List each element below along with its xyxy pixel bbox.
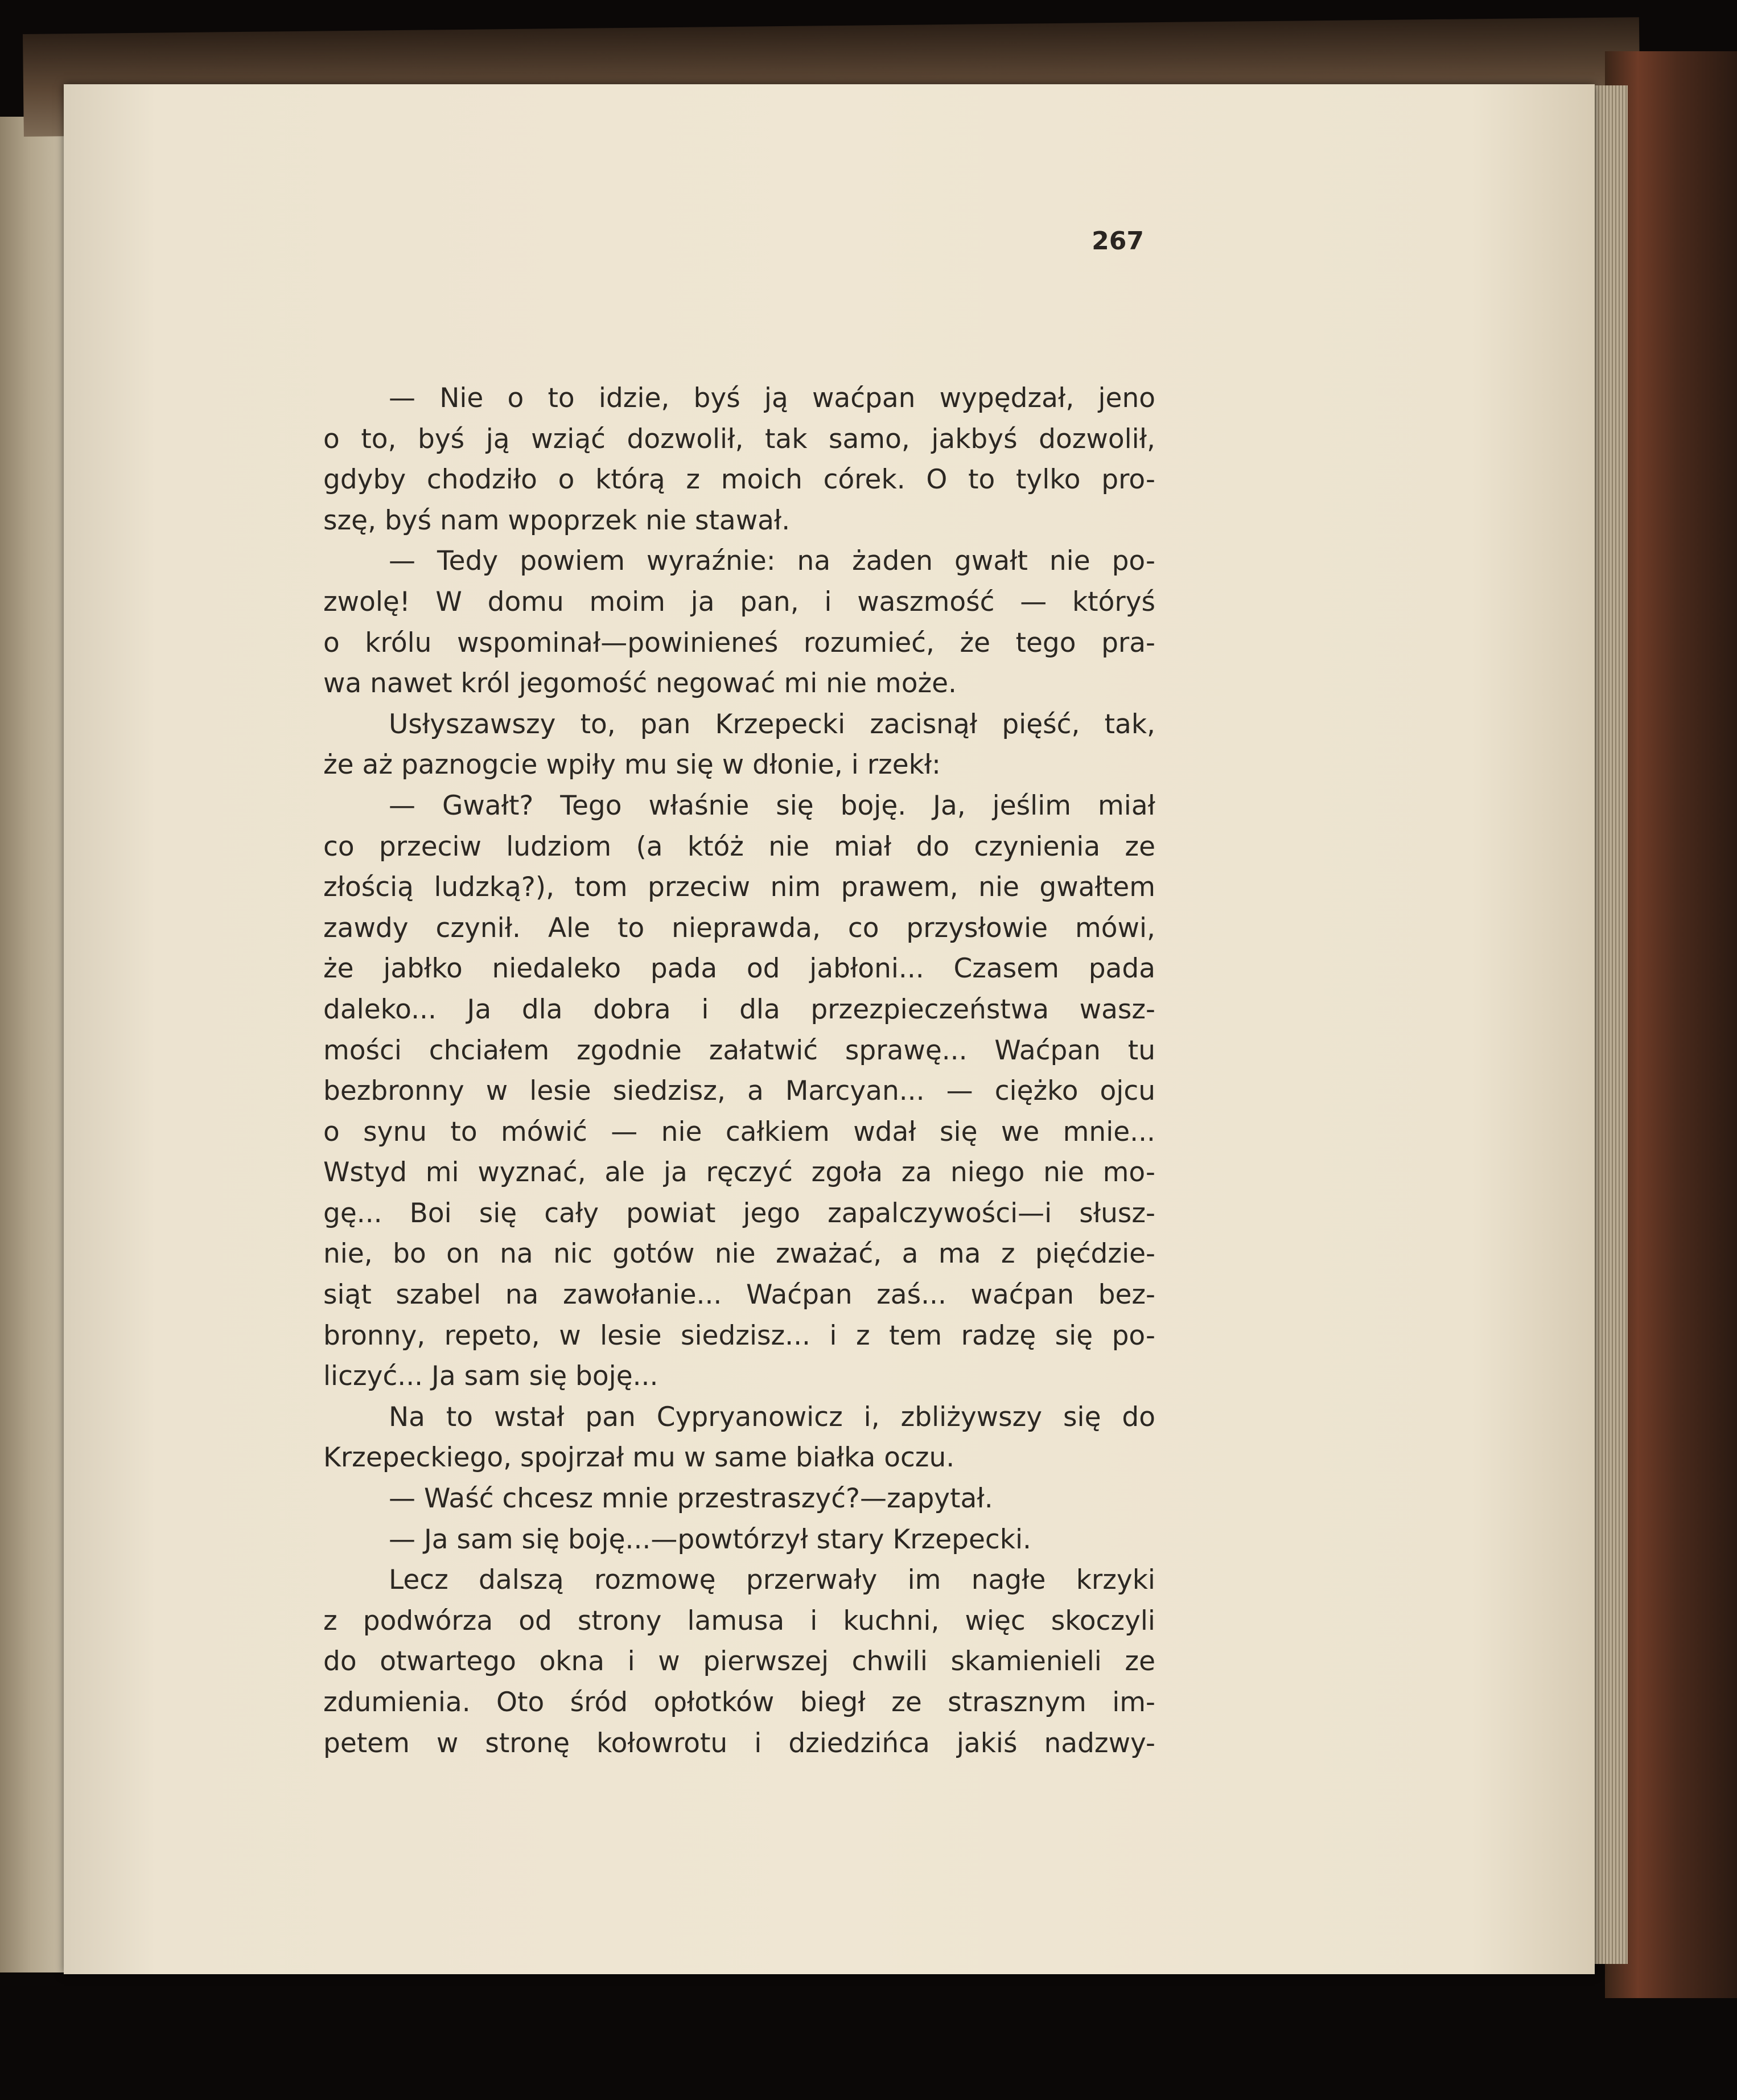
text-line: — Gwałt? Tego właśnie się boję. Ja, jeślim miał [389, 790, 1155, 821]
text-line: bezbronny w lesie siedzisz, a Marcyan... — ciężko ojcu [323, 1075, 1155, 1107]
text-line: że jabłko niedaleko pada od jabłoni... Czasem pada [323, 953, 1155, 985]
text-line: siąt szabel na zawołanie... Waćpan zaś... waćpan bez- [323, 1279, 1155, 1311]
text-line: wa nawet król jegomość negować mi nie może. [323, 668, 957, 700]
text-line: Usłyszawszy to, pan Krzepecki zacisnął pięść, tak, [389, 708, 1155, 740]
text-line: petem w stronę kołowrotu i dziedzińca jakiś nadzwy- [323, 1727, 1155, 1759]
text-line: gdyby chodziło o którą z moich córek. O to tylko pro- [323, 464, 1155, 496]
text-line: Lecz dalszą rozmowę przerwały im nagłe krzyki [389, 1564, 1155, 1596]
text-line: że aż paznogcie wpiły mu się w dłonie, i rzekł: [323, 749, 941, 781]
page-text [323, 378, 1155, 1764]
text-line: co przeciw ludziom (a któż nie miał do czynienia ze [323, 831, 1155, 862]
left-page-edge [0, 117, 68, 1972]
text-line: nie, bo on na nic gotów nie zważać, a ma z pięćdzie- [323, 1238, 1155, 1270]
text-line: Wstyd mi wyznać, ale ja ręczyć zgoła za niego nie mo- [323, 1157, 1155, 1189]
text-line: gę... Boi się cały powiat jego zapalczywości—i słusz- [323, 1197, 1155, 1229]
text-line: o to, byś ją wziąć dozwolił, tak samo, jakbyś dozwolił, [323, 423, 1155, 455]
text-line: zawdy czynił. Ale to nieprawda, co przysłowie mówi, [323, 912, 1155, 944]
text-line: — Nie o to idzie, byś ją waćpan wypędzał, jeno [389, 383, 1155, 414]
text-line: z podwórza od strony lamusa i kuchni, więc skoczyli [323, 1605, 1155, 1637]
text-line: — Tedy powiem wyraźnie: na żaden gwałt nie po- [389, 545, 1155, 577]
text-line: złością ludzką?), tom przeciw nim prawem, nie gwałtem [323, 872, 1155, 903]
text-line: — Waść chcesz mnie przestraszyć?—zapytał. [389, 1483, 993, 1515]
text-line: o królu wspominał—powinieneś rozumieć, że tego pra- [323, 627, 1155, 659]
text-line: o synu to mówić — nie całkiem wdał się we mnie... [323, 1116, 1155, 1148]
text-line: bronny, repeto, w lesie siedzisz... i z tem radzę się po- [323, 1320, 1155, 1351]
text-line: daleko... Ja dla dobra i dla przezpieczeństwa wasz- [323, 993, 1155, 1025]
text-line: do otwartego okna i w pierwszej chwili skamienieli ze [323, 1646, 1155, 1678]
text-line: Na to wstał pan Cypryanowicz i, zbliżywszy się do [389, 1401, 1155, 1433]
text-line: zwolę! W domu moim ja pan, i waszmość — któryś [323, 586, 1155, 618]
text-line: mości chciałem zgodnie załatwić sprawę... Waćpan tu [323, 1034, 1155, 1066]
text-line: liczyć... Ja sam się boję... [323, 1361, 658, 1392]
text-line: — Ja sam się boję...—powtórzył stary Krzepecki. [389, 1523, 1031, 1555]
page-number: 267 [1092, 227, 1144, 256]
text-line: szę, byś nam wpoprzek nie stawał. [323, 504, 791, 536]
text-line: Krzepeckiego, spojrzał mu w same białka oczu. [323, 1442, 955, 1474]
text-line: zdumienia. Oto śród opłotków biegł ze strasznym im- [323, 1687, 1155, 1718]
